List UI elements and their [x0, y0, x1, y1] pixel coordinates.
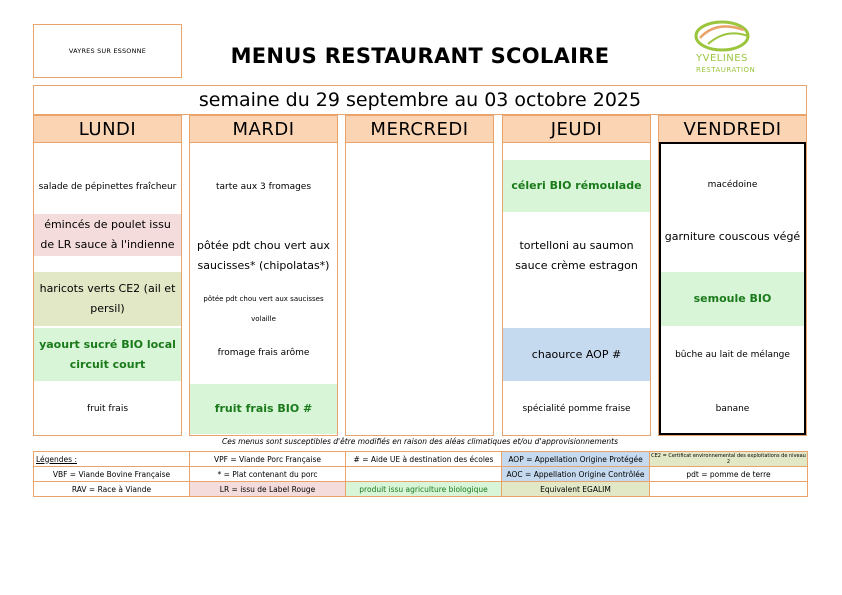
day-column-vendredi — [658, 115, 807, 436]
legend-aoc: AOC = Appellation Origine Contrôlée — [502, 467, 650, 482]
town-name: VAYRES SUR ESSONNE — [33, 24, 182, 78]
day-header-mardi: MARDI — [190, 116, 337, 143]
vendredi-plat: garniture couscous végé — [664, 230, 801, 243]
page-title: MENUS RESTAURANT SCOLAIRE — [230, 44, 610, 68]
jeudi-entree: céleri BIO rémoulade — [503, 160, 650, 212]
legend-egalim: Equivalent EGALIM — [502, 482, 650, 497]
logo-name: YVELINES — [696, 53, 748, 64]
legend-plat-porc: * = Plat contenant du porc — [190, 467, 346, 482]
yvelines-logo — [686, 14, 776, 76]
mardi-plat-alternative: pôtée pdt chou vert aux saucisses volaille — [203, 295, 324, 323]
mardi-dessert: fruit frais BIO # — [190, 384, 337, 434]
lundi-plat: émincés de poulet issu de LR sauce à l'indienne — [34, 214, 181, 256]
day-header-jeudi: JEUDI — [503, 116, 650, 143]
day-header-lundi: LUNDI — [34, 116, 181, 143]
vendredi-accompagnement: semoule BIO — [661, 272, 804, 326]
logo-subtitle: RESTAURATION — [696, 66, 756, 74]
day-column-mardi — [189, 115, 338, 436]
lundi-entree: salade de pépinettes fraîcheur — [38, 182, 177, 192]
lundi-dessert: fruit frais — [86, 404, 129, 414]
jeudi-dessert: spécialité pomme fraise — [522, 404, 631, 414]
day-column-jeudi — [502, 115, 651, 436]
day-header-mercredi: MERCREDI — [346, 116, 493, 143]
lundi-accompagnement: haricots verts CE2 (ail et persil) — [34, 272, 181, 326]
disclaimer-note: Ces menus sont susceptibles d'être modifiés en raison des aléas climatiques et/ou d'approvisionnements — [221, 437, 619, 446]
legend-aide: # = Aide UE à destination des écoles — [346, 452, 502, 467]
lundi-laitage: yaourt sucré BIO local circuit court — [34, 328, 181, 381]
legend-empty — [346, 467, 502, 482]
legend-ce2: CE2 = Certificat environnemental des exploitations de niveau 2 — [651, 453, 806, 465]
legend-title: Légendes : — [34, 452, 190, 467]
vendredi-dessert: banane — [715, 404, 750, 414]
day-column-lundi — [33, 115, 182, 436]
legend-empty-2 — [650, 482, 808, 497]
logo-swirl-icon — [686, 14, 776, 54]
mardi-entree: tarte aux 3 fromages — [215, 182, 312, 192]
jeudi-plat: tortelloni au saumon sauce crème estragon — [515, 239, 638, 272]
mardi-laitage: fromage frais arôme — [217, 348, 310, 358]
legend-vpf: VPF = Viande Porc Française — [190, 452, 346, 467]
jeudi-laitage: chaource AOP # — [503, 328, 650, 381]
week-title: semaine du 29 septembre au 03 octobre 2025 — [33, 85, 807, 115]
legend-lr: LR = issu de Label Rouge — [190, 482, 346, 497]
legend-aop: AOP = Appellation Origine Protégée — [502, 452, 650, 467]
mardi-plat: pôtée pdt chou vert aux saucisses* (chipolatas*) — [197, 239, 330, 272]
vendredi-entree: macédoine — [707, 180, 758, 190]
legend-bio: produit issu agriculture biologique — [346, 482, 502, 497]
legend-pdt: pdt = pomme de terre — [650, 467, 808, 482]
legend-vbf: VBF = Viande Bovine Française — [34, 467, 190, 482]
day-header-vendredi: VENDREDI — [659, 116, 806, 143]
legend-rav: RAV = Race à Viande — [34, 482, 190, 497]
legend-table — [33, 451, 808, 497]
vendredi-laitage: bûche au lait de mélange — [675, 349, 790, 360]
day-column-mercredi — [345, 115, 494, 436]
